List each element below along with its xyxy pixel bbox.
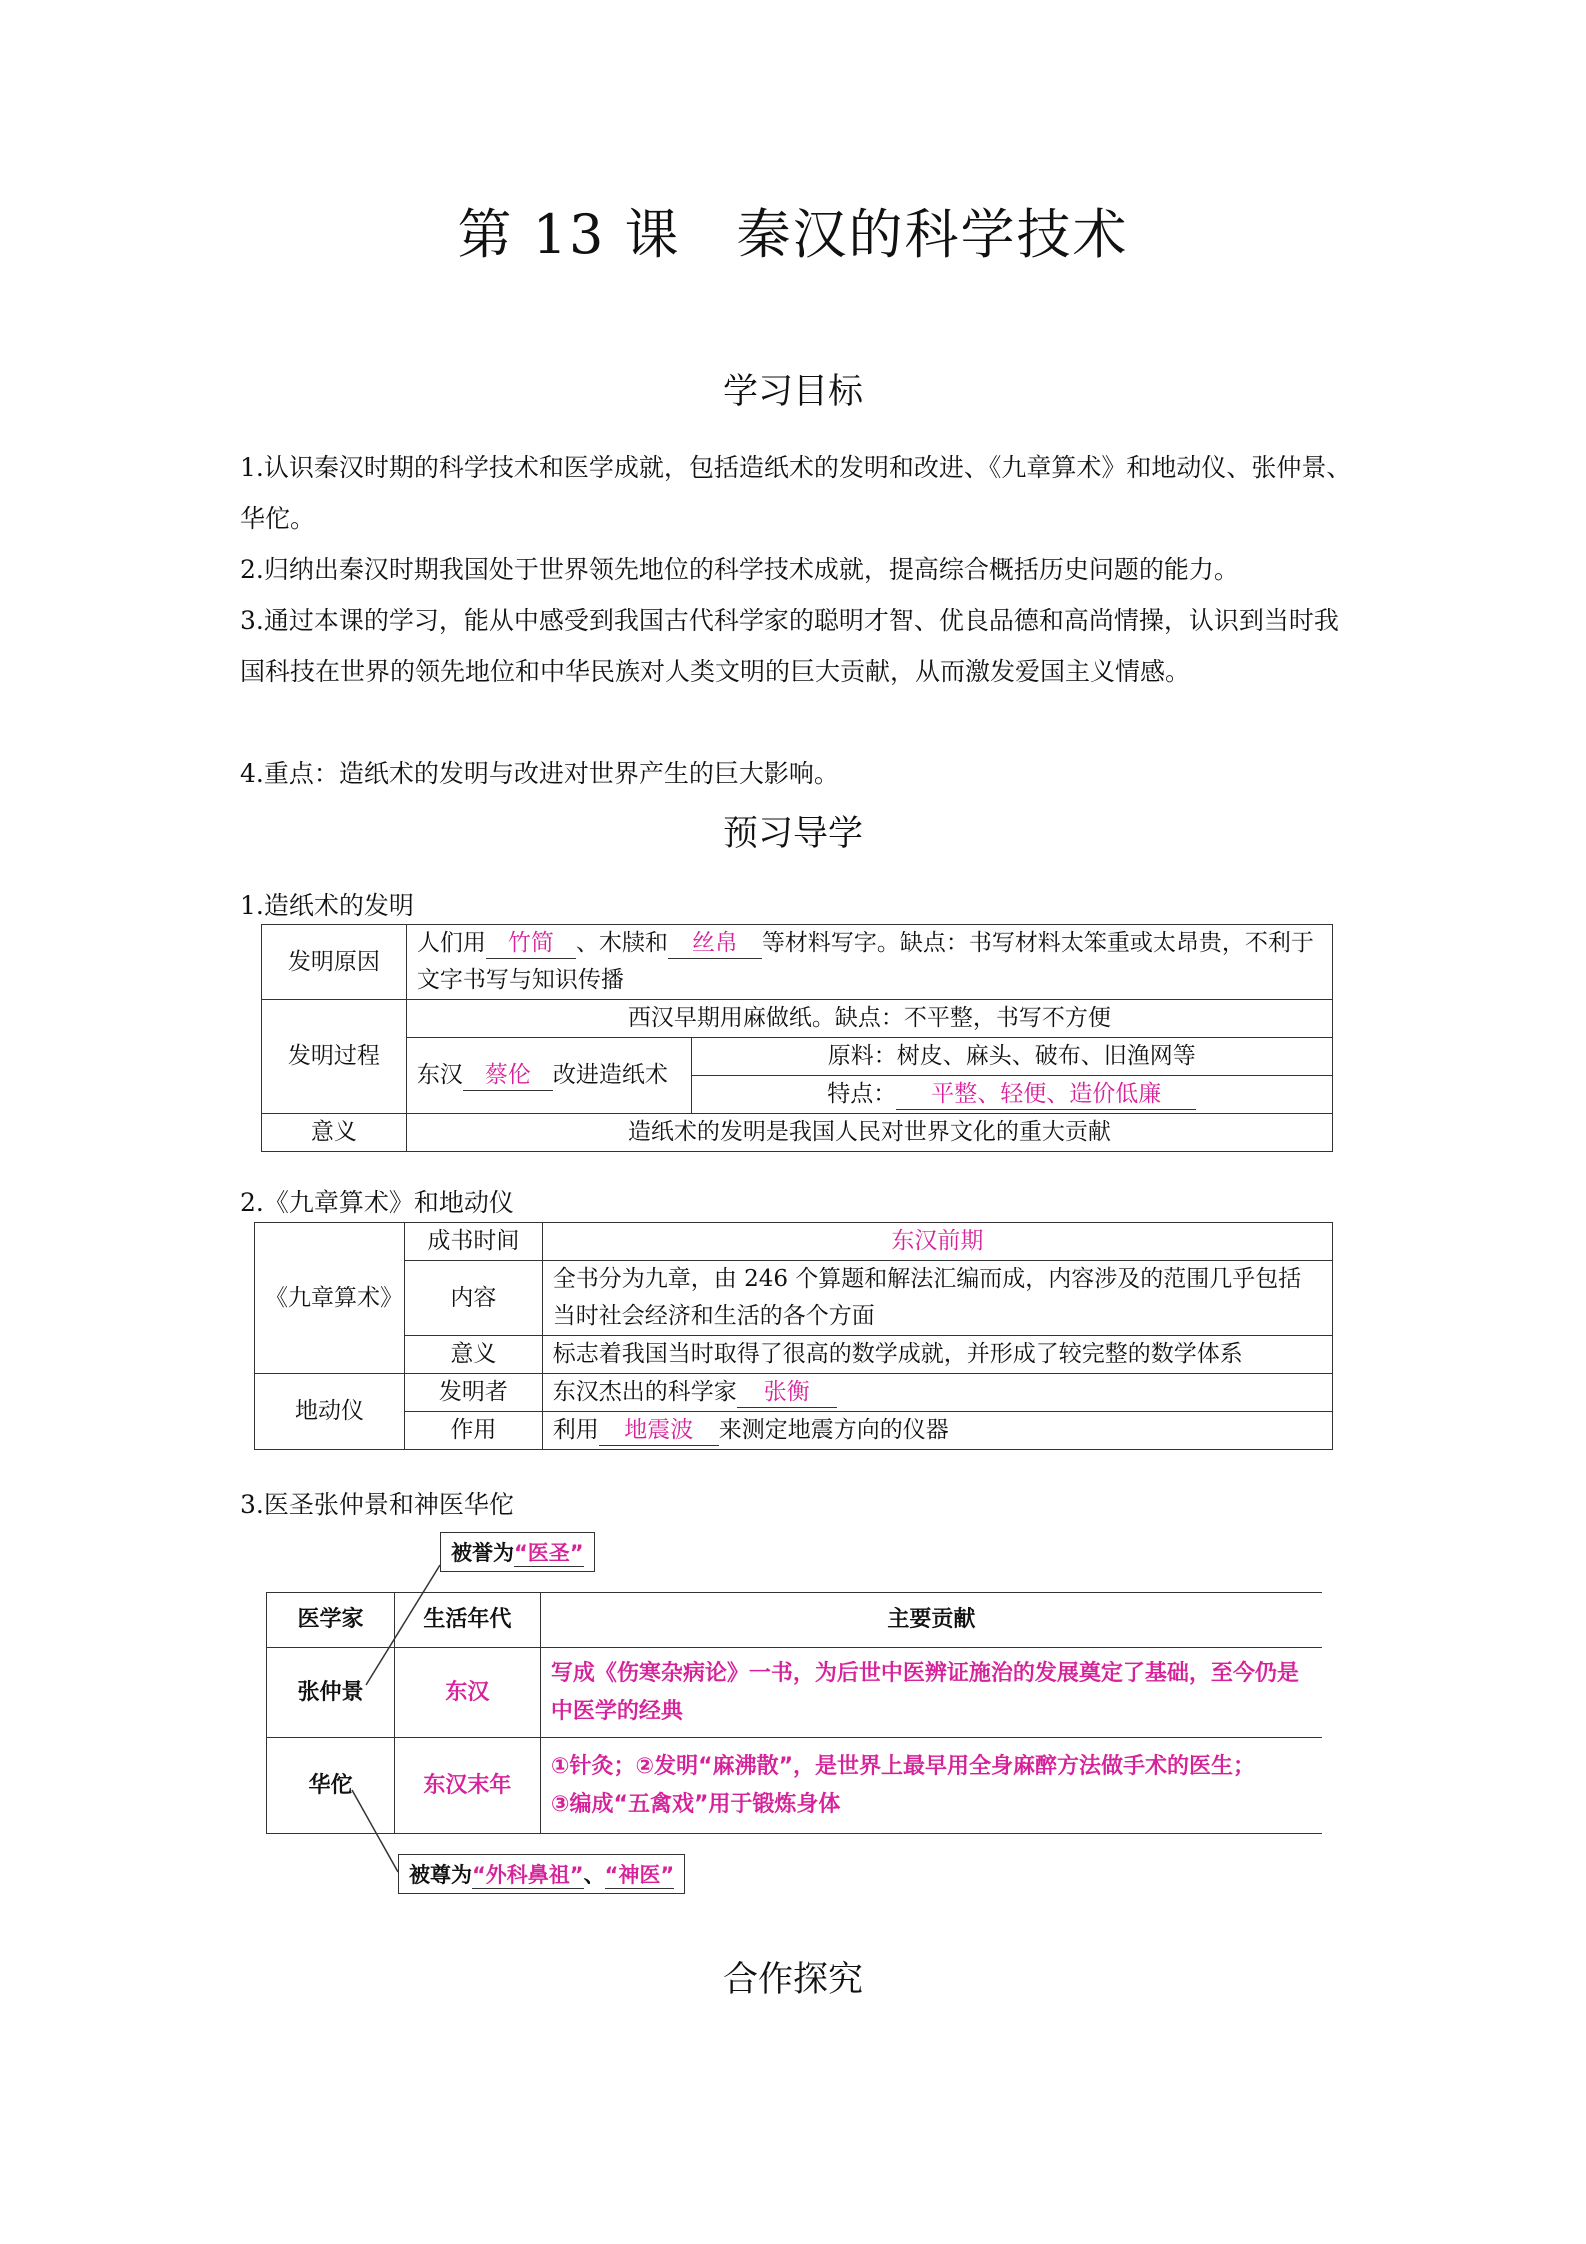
- med-header-name: 医学家: [267, 1593, 395, 1648]
- paper-process-eastern: 东汉 蔡伦 改进造纸术: [406, 1038, 691, 1114]
- objective-2: 2.归纳出秦汉时期我国处于世界领先地位的科学技术成就，提高综合概括历史问题的能力。: [240, 555, 1239, 584]
- med-header-era: 生活年代: [394, 1593, 540, 1648]
- answer-seismic-wave: 地震波: [599, 1417, 719, 1446]
- math-book-label: 《九章算术》: [255, 1223, 405, 1374]
- math-content: 全书分为九章，由 246 个算题和解法汇编而成，内容涉及的范围几乎包括当时社会经济和生活的各个方面: [542, 1261, 1332, 1336]
- seismo-inventor-label: 发明者: [404, 1374, 542, 1412]
- paper-meaning: 造纸术的发明是我国人民对世界文化的重大贡献: [406, 1114, 1332, 1152]
- section-heading-preview: 预习导学: [722, 814, 863, 854]
- math-time-label: 成书时间: [404, 1223, 542, 1261]
- paper-meaning-label: 意义: [262, 1114, 407, 1152]
- objective-4: 4.重点：造纸术的发明与改进对世界产生的巨大影响。: [240, 759, 839, 788]
- answer-zhangheng: 张衡: [737, 1379, 837, 1408]
- math-content-label: 内容: [404, 1261, 542, 1336]
- seismo-label: 地动仪: [255, 1374, 405, 1450]
- answer-silk: 丝帛: [668, 930, 762, 959]
- medicine-table: [266, 1592, 1322, 1834]
- seismo-use-label: 作用: [404, 1412, 542, 1450]
- paper-process-western: 西汉早期用麻做纸。缺点：不平整，书写不方便: [406, 1000, 1332, 1038]
- math-heading: 2.《九章算术》和地动仪: [240, 1188, 514, 1217]
- math-meaning-label: 意义: [404, 1336, 542, 1374]
- med-zhang-era: 东汉: [394, 1648, 540, 1738]
- med-header-contrib: 主要贡献: [540, 1593, 1322, 1648]
- math-meaning: 标志着我国当时取得了很高的数学成就，并形成了较完整的数学体系: [542, 1336, 1332, 1374]
- answer-features: 平整、轻便、造价低廉: [896, 1081, 1196, 1110]
- med-zhang-contrib: 写成《伤寒杂病论》一书，为后世中医辨证施治的发展奠定了基础，至今仍是中医学的经典: [540, 1648, 1322, 1738]
- seismo-use: 利用 地震波 来测定地震方向的仪器: [542, 1412, 1332, 1450]
- paper-features: 特点： 平整、轻便、造价低廉: [691, 1076, 1332, 1114]
- answer-math-time: 东汉前期: [542, 1223, 1332, 1261]
- seismo-inventor: 东汉杰出的科学家 张衡: [542, 1374, 1332, 1412]
- medicine-heading: 3.医圣张仲景和神医华佗: [240, 1490, 514, 1519]
- objective-3: 3.通过本课的学习，能从中感受到我国古代科学家的聪明才智、优良品德和高尚情操，认识到当时我国科技在世界的领先地位和中华民族对人类文明的巨大贡献，从而激发爱国主义情感。: [240, 606, 1339, 686]
- objective-1: 1.认识秦汉时期的科学技术和医学成就，包括造纸术的发明和改进、《九章算术》和地动仪、张仲景、华佗。: [240, 453, 1352, 533]
- paper-heading: 1.造纸术的发明: [240, 891, 414, 920]
- paper-process-label: 发明过程: [262, 1000, 407, 1114]
- section-heading-goals: 学习目标: [722, 372, 863, 412]
- paper-materials: 原料：树皮、麻头、破布、旧渔网等: [691, 1038, 1332, 1076]
- med-hua-contrib: ①针灸；②发明“麻沸散”，是世界上最早用全身麻醉方法做手术的医生； ③编成“五禽戏”用于锻炼身体: [540, 1738, 1322, 1834]
- answer-cailun: 蔡伦: [463, 1062, 553, 1091]
- callout-hua: 被尊为“外科鼻祖”、“神医”: [398, 1854, 685, 1894]
- paper-reason-cell: 人们用 竹简 、木牍和 丝帛 等材料写字。缺点：书写材料太笨重或太昂贵，不利于文字书写与知识传播: [406, 925, 1332, 1000]
- med-hua-name: 华佗: [267, 1738, 395, 1834]
- section-heading-explore: 合作探究: [722, 1960, 863, 2000]
- callout-zhang: 被誉为“医圣”: [440, 1532, 595, 1572]
- med-zhang-name: 张仲景: [267, 1648, 395, 1738]
- med-hua-era: 东汉末年: [394, 1738, 540, 1834]
- answer-bamboo: 竹简: [486, 930, 576, 959]
- page-title: 第 13 课 秦汉的科学技术: [457, 203, 1129, 266]
- paper-reason-label: 发明原因: [262, 925, 407, 1000]
